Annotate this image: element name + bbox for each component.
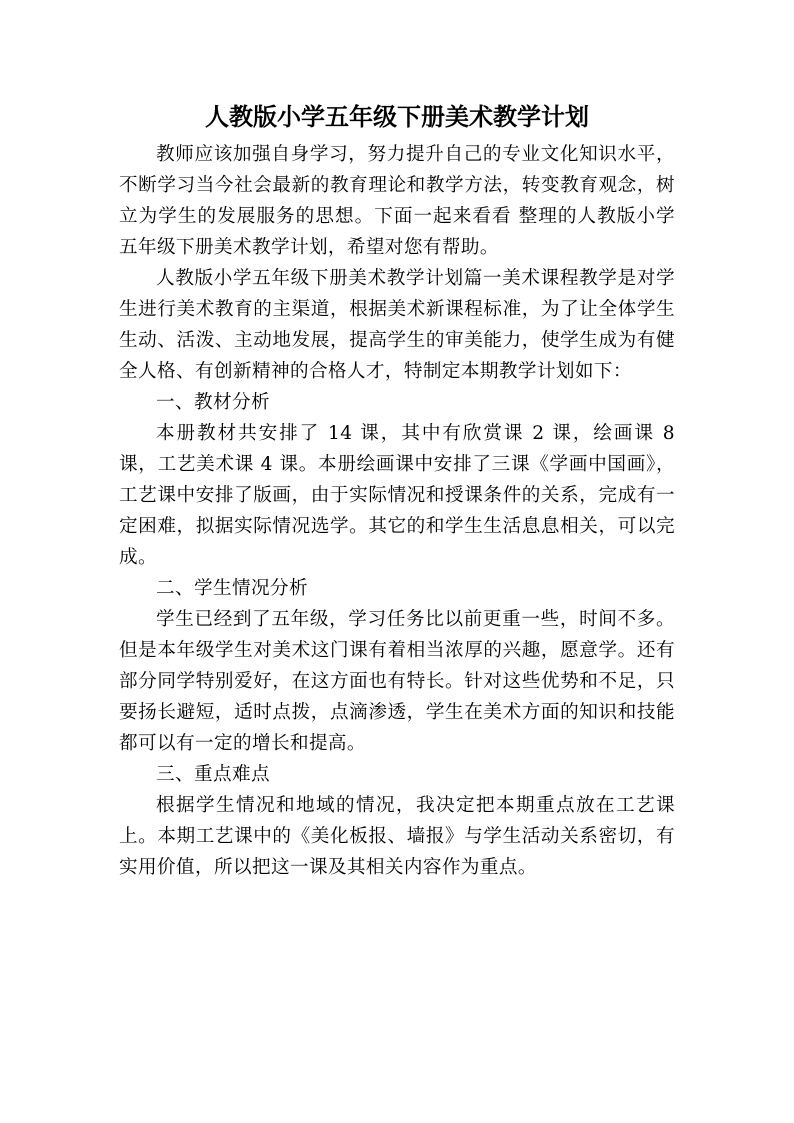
document-body bbox=[119, 139, 675, 883]
section-heading-key-points: 三、重点难点 bbox=[156, 764, 270, 785]
section-heading-textbook-analysis: 一、教材分析 bbox=[156, 392, 270, 413]
section-text-student-analysis: 学生已经到了五年级，学习任务比以前更重一些，时间不多。但是本年级学生对美术这门课有着相当浓厚的兴趣，愿意学。还有部分同学特别爱好，在这方面也有特长。针对这些优势和不足，只要扬长避短，适时点拨，点滴渗透，学生在美术方面的知识和技能都可以有一定的增长和提高。 bbox=[119, 609, 675, 754]
section-text-textbook-analysis: 本册教材共安排了 14 课，其中有欣赏课 2 课，绘画课 8 课，工艺美术课 4 课。本册绘画课中安排了三课《学画中国画》，工艺课中安排了版画，由于实际情况和授课条件的关系，完成有一定困难，拟据实际情况选学。其它的和学生生活息息相关，可以完成。 bbox=[119, 423, 675, 568]
section-text-key-points: 根据学生情况和地域的情况，我决定把本期重点放在工艺课上。本期工艺课中的《美化板报、墙报》与学生活动关系密切，有实用价值，所以把这一课及其相关内容作为重点。 bbox=[119, 795, 675, 878]
document-title: 人教版小学五年级下册美术教学计划 bbox=[205, 102, 589, 131]
section-heading-student-analysis: 二、学生情况分析 bbox=[156, 578, 308, 599]
plan-overview-paragraph: 人教版小学五年级下册美术教学计划篇一美术课程教学是对学生进行美术教育的主渠道，根据美术新课程标准，为了让全体学生生动、活泼、主动地发展，提高学生的审美能力，使学生成为有健全人格、有创新精神的合格人才，特制定本期教学计划如下： bbox=[119, 268, 675, 382]
intro-paragraph: 教师应该加强自身学习，努力提升自己的专业文化知识水平，不断学习当今社会最新的教育理论和教学方法，转变教育观念，树立为学生的发展服务的思想。下面一起来看看 整理的人教版小学五年级下册美术教学计划，希望对您有帮助。 bbox=[119, 144, 675, 258]
document-content bbox=[119, 99, 675, 883]
